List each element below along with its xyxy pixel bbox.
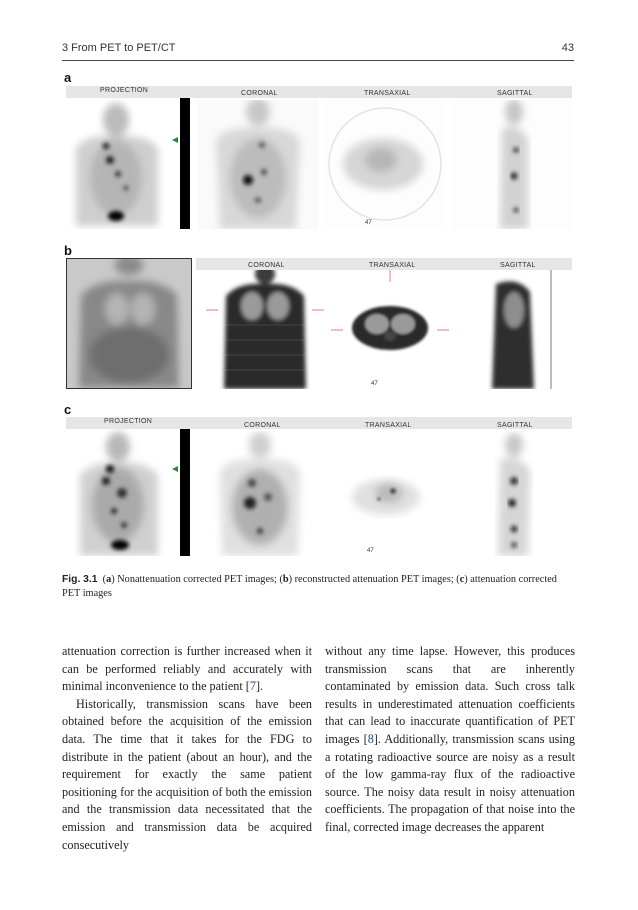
paragraph: attenuation correction is further increased when it can be performed reliably and accurately with minimal inconvenience to the patient [7]. (62, 644, 312, 694)
panel-a-transaxial-label: TRANSAXIAL (364, 90, 411, 97)
panel-c-projection-label: PROJECTION (104, 418, 153, 425)
panel-c-transaxial-label: TRANSAXIAL (365, 422, 412, 429)
panel-a-transaxial-image (325, 100, 445, 229)
citation-link[interactable]: 8 (367, 731, 374, 746)
panel-c-sagittal-image (452, 431, 572, 556)
panel-b-sagittal-label: SAGITTAL (500, 262, 536, 269)
paragraph: Historically, transmission scans have been obtained before the acquisition of the emission data. The time that it takes for the FDG to distribute in the patient (about an hour), and the requirement for exactly the same patient positioning for the acquisition of both the emission and the transmission data necessitated that the emission and transmission data be acquired consecutively (62, 696, 312, 852)
body-column-right (325, 643, 575, 837)
panel-a-slice-number: 47 (365, 220, 372, 226)
panel-a-letter: a (64, 70, 72, 85)
panel-b-coronal-image (206, 270, 324, 389)
panel-b-slice-number: 47 (371, 381, 378, 387)
panel-a-projection-label: PROJECTION (100, 87, 149, 94)
panel-c-projection-image (66, 429, 190, 556)
panel-c-sagittal-label: SAGITTAL (497, 422, 533, 429)
panel-c-transaxial-image (327, 431, 445, 556)
chapter-title: 3 From PET to PET/CT (62, 42, 176, 54)
panel-b-coronal-label: CORONAL (248, 262, 285, 269)
figure-label: Fig. 3.1 (62, 574, 98, 585)
panel-b-transaxial-image (331, 270, 449, 389)
panel-a-sagittal-image (452, 100, 572, 229)
paragraph: without any time lapse. However, this produces transmission scans that are inherently contaminated by emission data. Such cross talk results in underestimated attenuation coefficients that can lead to inaccurate quantification of PET images [8]. Additionally, transmission scans using a rotating radioactive source are noisy as a result of the low gamma-ray flux of the radioactive source. The noisy data result in noisy attenuation coefficients. The propagation of that noise into the final, corrected image decreases the apparent (325, 644, 575, 834)
page-number: 43 (561, 42, 574, 54)
panel-b-letter: b (64, 243, 72, 258)
panel-c-coronal-image (200, 431, 320, 556)
panel-b-sagittal-image (456, 270, 572, 389)
running-header (62, 40, 574, 58)
citation-link[interactable]: 7 (249, 679, 256, 694)
panel-a-coronal-label: CORONAL (241, 90, 278, 97)
panel-b-transaxial-label: TRANSAXIAL (369, 262, 416, 269)
figure-caption: Fig. 3.1 (a) Nonattenuation corrected PET images; (b) reconstructed attenuation PET images; (c) attenuation corrected PET images (62, 574, 557, 599)
panel-c-slice-number: 47 (367, 548, 374, 554)
panel-b-projection-image (66, 258, 192, 389)
body-column-left (62, 643, 312, 854)
panel-a-sagittal-label: SAGITTAL (497, 90, 533, 97)
header-rule (62, 60, 574, 61)
panel-c-coronal-label: CORONAL (244, 422, 281, 429)
panel-a-coronal-image (198, 100, 318, 229)
panel-a-projection-image (66, 98, 190, 229)
panel-c-letter: c (64, 402, 72, 417)
